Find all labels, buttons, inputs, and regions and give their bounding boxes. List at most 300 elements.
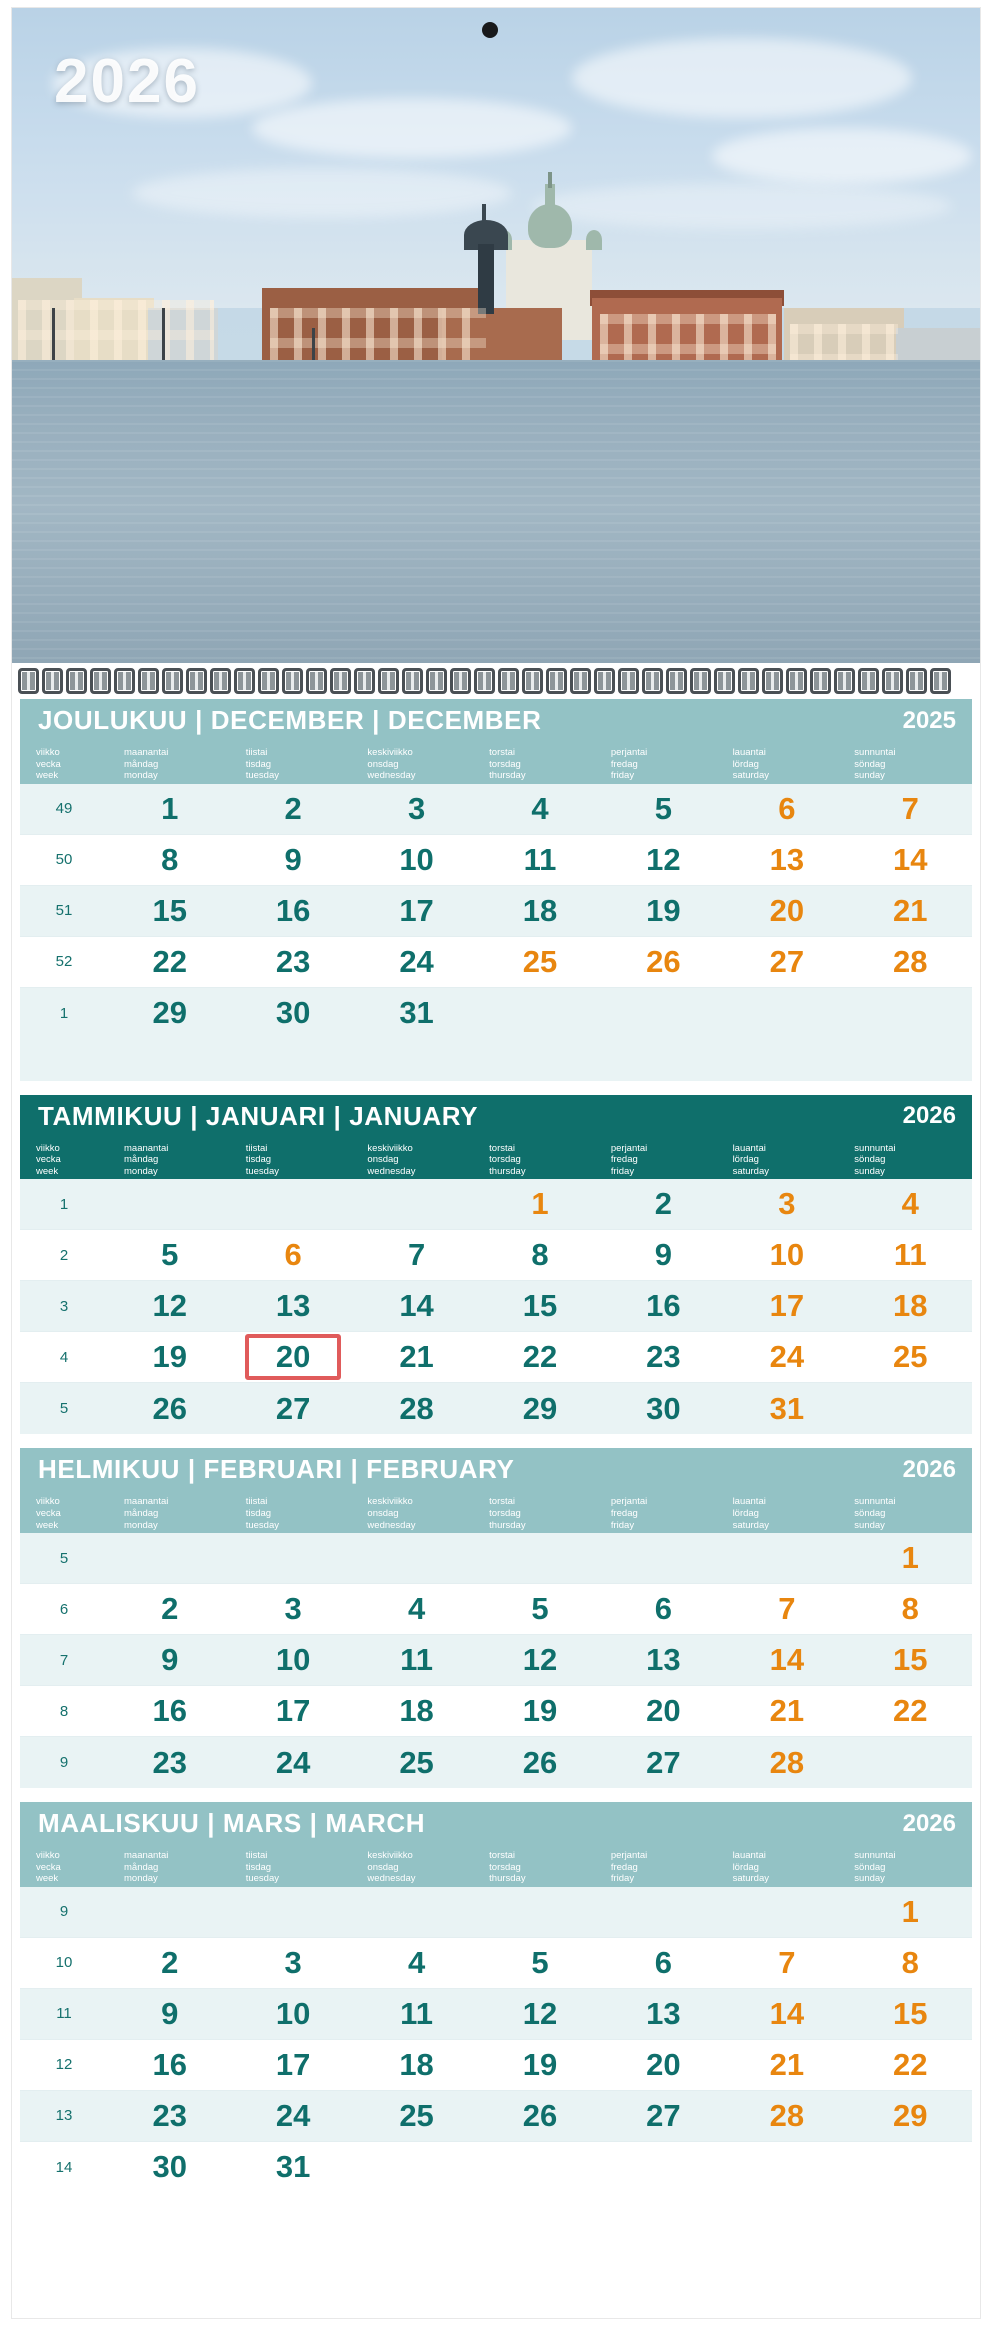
day-cell[interactable] [725, 1186, 848, 1222]
day-cell[interactable] [849, 2098, 972, 2134]
day-cell[interactable] [231, 791, 354, 827]
day-number: 14 [769, 1995, 805, 2031]
day-cell[interactable] [849, 791, 972, 827]
calendar-sheet [12, 8, 980, 2318]
weekday-label-line: vecka [36, 1508, 61, 1520]
day-cell[interactable] [725, 944, 848, 980]
day-cell[interactable] [602, 1642, 725, 1678]
binding-coil [258, 668, 279, 694]
binding-coil [570, 668, 591, 694]
day-number: 25 [399, 2097, 434, 2133]
binding-coil [282, 668, 303, 694]
today-highlight [245, 1334, 341, 1380]
week-number: 1 [59, 1195, 69, 1213]
weekday-label-tue [236, 1143, 358, 1178]
day-cell[interactable] [725, 842, 848, 878]
weekday-label-line: torstai [489, 1850, 516, 1862]
day-number: 4 [901, 1186, 919, 1222]
binding-coil [402, 668, 423, 694]
weekday-label-line: viikko [36, 1850, 60, 1862]
day-number: 9 [161, 1995, 179, 2031]
binding-coil [906, 668, 927, 694]
weekday-label-line: torsdag [489, 1154, 521, 1166]
day-cell[interactable] [231, 1591, 354, 1627]
day-cell[interactable] [849, 1642, 972, 1678]
day-cell[interactable] [725, 1237, 848, 1273]
day-number: 22 [893, 1693, 928, 1729]
weekday-label-line: monday [124, 1519, 158, 1531]
weekday-label-line: friday [610, 1873, 635, 1885]
day-number: 27 [275, 1390, 311, 1426]
week-row [20, 784, 972, 835]
binding-coil [42, 668, 63, 694]
day-cell[interactable] [108, 1693, 231, 1729]
week-number: 1 [59, 1004, 69, 1022]
day-number: 6 [654, 1944, 673, 1980]
day-cell[interactable] [108, 1745, 231, 1781]
day-cell[interactable] [725, 1642, 848, 1678]
weekday-label-week [26, 747, 114, 782]
day-cell[interactable] [478, 1186, 601, 1222]
weekday-label-line: söndag [854, 1154, 886, 1166]
day-cell[interactable] [355, 2047, 478, 2083]
weekday-label-line: lauantai [732, 1850, 766, 1862]
weekday-label-wed [357, 747, 479, 782]
day-cell[interactable] [231, 2149, 354, 2185]
day-cell[interactable] [108, 1996, 231, 2032]
day-cell[interactable] [231, 1288, 354, 1324]
day-cell[interactable] [725, 791, 848, 827]
day-cell[interactable] [478, 1945, 601, 1981]
day-cell[interactable] [849, 1945, 972, 1981]
day-cell[interactable] [478, 2098, 601, 2134]
day-number: 28 [769, 2097, 805, 2133]
day-cell[interactable] [725, 1391, 848, 1427]
weekday-label-line: måndag [124, 1154, 159, 1166]
day-cell[interactable] [602, 1186, 725, 1222]
day-cell[interactable] [478, 1693, 601, 1729]
day-cell[interactable] [849, 944, 972, 980]
weekday-label-line: week [36, 1519, 59, 1531]
day-number: 30 [152, 2149, 187, 2185]
day-number: 22 [893, 2046, 928, 2082]
day-cell[interactable] [602, 2047, 725, 2083]
day-cell[interactable] [355, 1642, 478, 1678]
day-number: 7 [778, 1591, 796, 1627]
day-cell[interactable] [478, 893, 601, 929]
day-cell[interactable] [602, 1745, 725, 1781]
day-cell[interactable] [602, 842, 725, 878]
weekday-label-thu [479, 1143, 601, 1178]
weekday-label-line: vecka [36, 1154, 61, 1166]
day-cell[interactable] [231, 1391, 354, 1427]
weekday-label-line: torsdag [489, 758, 521, 770]
weekday-label-tue [236, 1496, 358, 1531]
weekday-label-line: week [36, 770, 59, 782]
day-cell[interactable] [478, 1591, 601, 1627]
day-cell[interactable] [355, 2098, 478, 2134]
day-cell[interactable] [602, 1237, 725, 1273]
day-number: 19 [152, 1339, 187, 1375]
weekday-label-tue [236, 1850, 358, 1885]
day-cell[interactable] [478, 1745, 601, 1781]
binding-coil [594, 668, 615, 694]
day-number: 12 [522, 1995, 558, 2031]
day-number: 1 [531, 1186, 549, 1222]
day-cell[interactable] [602, 1945, 725, 1981]
day-cell[interactable] [849, 1339, 972, 1375]
binding-coil [18, 668, 39, 694]
weekday-label-line: tuesday [245, 770, 279, 782]
month-block [20, 1095, 972, 1435]
day-cell[interactable] [725, 1996, 848, 2032]
binding-coil [882, 668, 903, 694]
day-cell[interactable] [231, 2047, 354, 2083]
cloud [712, 128, 972, 184]
day-cell[interactable] [725, 1339, 848, 1375]
day-cell[interactable] [602, 1693, 725, 1729]
weekday-label-line: tiistai [245, 1142, 268, 1154]
weekday-label-row [20, 1847, 972, 1887]
day-cell[interactable] [355, 1591, 478, 1627]
binding-coil [378, 668, 399, 694]
day-number: 1 [901, 1893, 919, 1929]
day-cell[interactable] [108, 1288, 231, 1324]
weekday-label-week [26, 1496, 114, 1531]
day-cell[interactable] [602, 791, 725, 827]
weekday-label-line: perjantai [610, 1496, 648, 1508]
weather-vane-icon [482, 204, 486, 224]
day-cell[interactable] [355, 893, 478, 929]
weekday-label-week [26, 1850, 114, 1885]
weekday-label-line: onsdag [367, 1154, 399, 1166]
day-cell[interactable] [478, 944, 601, 980]
day-number: 15 [893, 1642, 928, 1678]
weekday-label-sun [844, 1143, 966, 1178]
binding-coil [330, 668, 351, 694]
weekday-label-line: keskiviikko [367, 747, 413, 758]
month-title: JOULUKUU | DECEMBER | DECEMBER [38, 705, 542, 735]
day-cell[interactable] [108, 1642, 231, 1678]
weekday-label-line: keskiviikko [367, 1850, 413, 1862]
day-cell[interactable] [108, 1391, 231, 1427]
day-cell[interactable] [108, 1237, 231, 1273]
binding-coil [810, 668, 831, 694]
day-number: 10 [275, 1995, 311, 2031]
day-cell[interactable] [478, 791, 601, 827]
week-row [20, 886, 972, 937]
day-number: 14 [399, 1288, 434, 1324]
weekday-label-line: friday [610, 1165, 635, 1177]
day-number: 26 [522, 1744, 558, 1780]
day-number: 21 [399, 1339, 434, 1375]
day-cell[interactable] [849, 1996, 972, 2032]
weekday-label-line: lördag [732, 1861, 759, 1873]
day-number: 12 [522, 1642, 558, 1678]
week-number: 5 [59, 1400, 69, 1418]
day-cell[interactable] [231, 1339, 354, 1375]
day-cell[interactable] [108, 995, 231, 1031]
day-cell[interactable] [231, 893, 354, 929]
day-cell[interactable] [602, 1288, 725, 1324]
sea-water [12, 360, 980, 663]
day-number: 7 [778, 1944, 796, 1980]
weekday-label-line: torstai [489, 747, 516, 758]
day-cell[interactable] [602, 1339, 725, 1375]
day-number: 28 [769, 1744, 805, 1780]
day-cell[interactable] [108, 893, 231, 929]
day-number: 14 [769, 1642, 805, 1678]
weekday-label-line: onsdag [367, 758, 399, 770]
week-rows [20, 1533, 972, 1788]
day-number: 7 [901, 790, 919, 826]
month-header [20, 1095, 972, 1140]
weekday-label-line: sunday [854, 1165, 885, 1177]
week-row [20, 835, 972, 886]
day-cell[interactable] [849, 1540, 972, 1576]
weekday-label-mon [114, 1143, 236, 1178]
day-number: 24 [275, 2097, 311, 2133]
day-number: 2 [161, 1944, 179, 1980]
weekday-label-fri [601, 1143, 723, 1178]
month-year: 2026 [902, 1102, 956, 1130]
day-cell[interactable] [602, 2098, 725, 2134]
day-number: 20 [646, 1693, 681, 1729]
weekday-label-line: sunnuntai [854, 1850, 896, 1862]
week-number: 9 [59, 1903, 69, 1921]
day-cell[interactable] [725, 1745, 848, 1781]
weekday-label-fri [601, 1496, 723, 1531]
month-title: HELMIKUU | FEBRUARI | FEBRUARY [38, 1454, 515, 1485]
week-row [20, 1938, 972, 1989]
day-cell[interactable] [478, 1996, 601, 2032]
month-header [20, 1802, 972, 1847]
weekday-label-row [20, 1493, 972, 1533]
day-cell[interactable] [725, 1945, 848, 1981]
weekday-label-sun [844, 1850, 966, 1885]
day-cell[interactable] [355, 1339, 478, 1375]
binding-coil [306, 668, 327, 694]
week-number: 50 [55, 851, 73, 869]
cathedral-small-dome [586, 230, 602, 250]
weekday-label-line: maanantai [124, 1850, 169, 1862]
day-cell[interactable] [231, 1642, 354, 1678]
day-number: 21 [769, 1693, 805, 1729]
day-cell[interactable] [355, 1288, 478, 1324]
cathedral-dome [528, 204, 572, 248]
day-cell[interactable] [478, 1339, 601, 1375]
day-cell[interactable] [231, 1693, 354, 1729]
day-cell[interactable] [725, 1591, 848, 1627]
day-cell[interactable] [478, 1391, 601, 1427]
day-cell[interactable] [355, 1996, 478, 2032]
day-number: 20 [769, 892, 805, 928]
day-cell[interactable] [231, 995, 354, 1031]
day-number: 15 [152, 892, 187, 928]
day-cell[interactable] [355, 1693, 478, 1729]
week-number: 10 [55, 1954, 73, 1972]
weekday-label-thu [479, 1850, 601, 1885]
day-number: 27 [646, 1744, 681, 1780]
day-cell[interactable] [849, 842, 972, 878]
day-cell[interactable] [478, 1288, 601, 1324]
day-number: 15 [522, 1288, 558, 1324]
day-cell[interactable] [355, 1237, 478, 1273]
weekday-label-line: lauantai [732, 1496, 766, 1508]
weekday-label-line: week [36, 1873, 59, 1885]
day-number: 9 [284, 841, 302, 877]
weekday-label-wed [357, 1850, 479, 1885]
day-number: 24 [399, 943, 434, 979]
day-cell[interactable] [849, 2047, 972, 2083]
weekday-label-line: wednesday [367, 770, 416, 782]
day-number: 9 [654, 1237, 673, 1273]
weekday-label-sun [844, 1496, 966, 1531]
day-cell[interactable] [108, 2047, 231, 2083]
weekday-label-line: wednesday [367, 1873, 416, 1885]
day-cell[interactable] [108, 791, 231, 827]
day-number: 11 [893, 1237, 927, 1273]
day-number: 13 [769, 841, 805, 877]
weekday-label-sat [723, 747, 845, 782]
weekday-label-line: sunnuntai [854, 1142, 896, 1154]
day-number: 3 [284, 1591, 302, 1627]
weekday-label-fri [601, 1850, 723, 1885]
binding-coil [162, 668, 183, 694]
day-number: 18 [893, 1288, 928, 1324]
day-number: 30 [646, 1390, 681, 1426]
binding-coil [714, 668, 735, 694]
day-cell[interactable] [478, 1237, 601, 1273]
day-cell[interactable] [849, 1186, 972, 1222]
day-cell[interactable] [849, 1591, 972, 1627]
weekday-label-line: monday [124, 1165, 158, 1177]
month-year: 2025 [902, 706, 956, 734]
weekday-label-line: tisdag [245, 758, 272, 770]
day-cell[interactable] [355, 944, 478, 980]
weekday-label-line: fredag [610, 758, 638, 770]
weekday-label-wed [357, 1496, 479, 1531]
day-cell[interactable] [231, 842, 354, 878]
day-cell[interactable] [355, 842, 478, 878]
week-row [20, 1887, 972, 1938]
weekday-label-line: lördag [732, 1508, 759, 1520]
day-cell[interactable] [725, 893, 848, 929]
weekday-label-line: thursday [489, 1165, 526, 1177]
day-number: 17 [769, 1288, 805, 1324]
day-cell[interactable] [108, 1591, 231, 1627]
day-cell[interactable] [849, 1288, 972, 1324]
day-number: 8 [901, 1591, 919, 1627]
day-cell[interactable] [725, 2047, 848, 2083]
day-cell[interactable] [231, 944, 354, 980]
day-number: 16 [152, 2046, 187, 2082]
week-number: 7 [59, 1651, 69, 1669]
day-cell[interactable] [231, 1945, 354, 1981]
week-number: 51 [55, 902, 73, 920]
weekday-label-line: fredag [610, 1861, 638, 1873]
day-cell[interactable] [231, 1996, 354, 2032]
day-number: 15 [893, 1995, 928, 2031]
day-number: 22 [522, 1339, 558, 1375]
day-cell[interactable] [108, 944, 231, 980]
day-cell[interactable] [355, 1945, 478, 1981]
day-number: 5 [531, 1944, 549, 1980]
day-cell[interactable] [478, 2047, 601, 2083]
weekday-label-line: vecka [36, 758, 61, 770]
weekday-label-line: vecka [36, 1861, 61, 1873]
binding-coil [114, 668, 135, 694]
day-cell[interactable] [849, 893, 972, 929]
day-cell[interactable] [231, 1745, 354, 1781]
day-cell[interactable] [108, 2149, 231, 2185]
day-cell[interactable] [602, 1996, 725, 2032]
day-cell[interactable] [725, 2098, 848, 2134]
day-cell[interactable] [355, 1391, 478, 1427]
day-number: 1 [901, 1540, 919, 1576]
day-number: 25 [399, 1744, 434, 1780]
day-cell[interactable] [602, 1591, 725, 1627]
day-cell[interactable] [849, 1693, 972, 1729]
weekday-label-fri [601, 747, 723, 782]
weekday-label-line: week [36, 1165, 59, 1177]
day-number: 16 [152, 1693, 187, 1729]
day-cell[interactable] [725, 1288, 848, 1324]
cloud [572, 38, 912, 118]
weekday-label-mon [114, 747, 236, 782]
day-cell[interactable] [849, 1894, 972, 1930]
day-number: 2 [654, 1186, 673, 1222]
day-number: 29 [893, 2097, 928, 2133]
day-cell[interactable] [355, 1745, 478, 1781]
binding-coil [522, 668, 543, 694]
day-number: 4 [407, 1944, 426, 1980]
weekday-label-line: maanantai [124, 747, 169, 758]
binding-coil [762, 668, 783, 694]
day-cell[interactable] [725, 1693, 848, 1729]
weekday-label-line: söndag [854, 1861, 886, 1873]
day-cell[interactable] [108, 842, 231, 878]
weekday-label-line: tiistai [245, 747, 268, 758]
day-cell[interactable] [231, 2098, 354, 2134]
cover-year: 2026 [54, 47, 200, 116]
day-cell[interactable] [355, 995, 478, 1031]
day-cell[interactable] [478, 1642, 601, 1678]
day-cell[interactable] [602, 1391, 725, 1427]
day-cell[interactable] [602, 944, 725, 980]
weekday-label-line: måndag [124, 1508, 159, 1520]
month-year: 2026 [902, 1809, 956, 1837]
day-cell[interactable] [602, 893, 725, 929]
month-title: TAMMIKUU | JANUARI | JANUARY [38, 1100, 479, 1131]
day-number: 10 [399, 841, 434, 877]
day-number: 20 [275, 1339, 311, 1375]
day-cell[interactable] [355, 791, 478, 827]
binding-coil [738, 668, 759, 694]
day-cell[interactable] [108, 1339, 231, 1375]
weekday-label-line: sunday [854, 770, 885, 782]
weekday-label-line: tisdag [245, 1154, 272, 1166]
day-number: 8 [901, 1944, 919, 1980]
day-cell[interactable] [108, 2098, 231, 2134]
day-cell[interactable] [478, 842, 601, 878]
day-number: 29 [522, 1390, 558, 1426]
day-number: 18 [522, 892, 558, 928]
day-cell[interactable] [108, 1945, 231, 1981]
day-number: 28 [399, 1390, 434, 1426]
day-cell[interactable] [231, 1237, 354, 1273]
day-cell[interactable] [849, 1237, 972, 1273]
